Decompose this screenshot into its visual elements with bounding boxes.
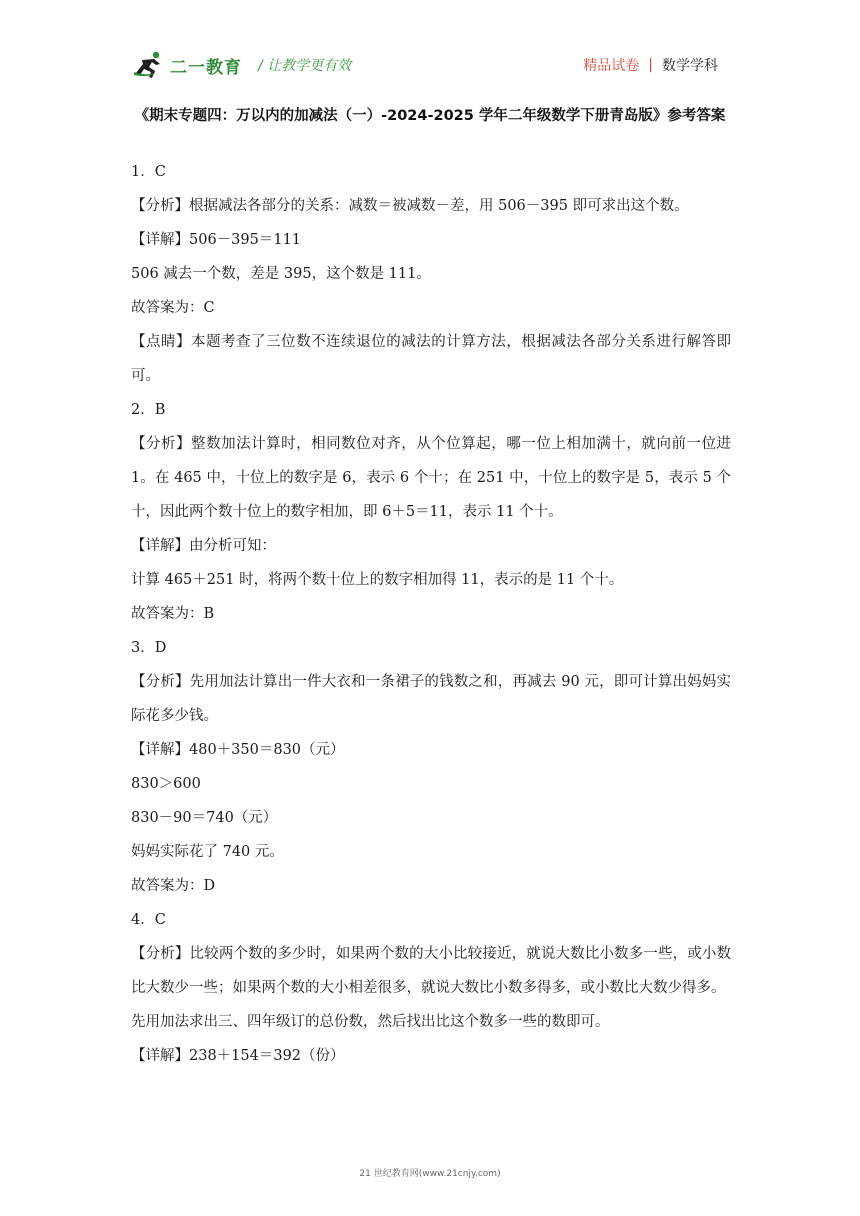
answer-line: 故答案为：C: [131, 300, 215, 316]
logo-text: 二一教育: [170, 57, 242, 78]
answer-line: 3．D: [131, 640, 167, 656]
answer-line: 【详解】238＋154＝392（份）: [131, 1048, 345, 1064]
answer-line: 【分析】整数加法计算时，相同数位对齐，从个位算起，哪一位上相加满十，就向前一位进 1。在 465 中，十位上的数字是 6，表示 6 个十；在 251 中，十位上的数字是 5，表示 5 个十，因此两个数十位上的数字相加，即 6＋5＝11，表示 11 个十。: [131, 436, 731, 520]
answer-line: 【详解】由分析可知：: [131, 538, 276, 554]
page-footer: 21 世纪教育网(www.21cnjy.com): [359, 1169, 501, 1179]
answer-line: 妈妈实际花了 740 元。: [131, 844, 284, 860]
answer-line: 计算 465＋251 时，将两个数十位上的数字相加得 11，表示的是 11 个十。: [131, 572, 624, 588]
brand-logo[interactable]: [134, 48, 242, 82]
premium-paper-tag: 精品试卷: [583, 58, 640, 74]
slogan: / 让教学更有效: [258, 58, 352, 74]
answer-line: 故答案为：B: [131, 606, 215, 622]
document-title: 《期末专题四：万以内的加减法（一）-2024-2025 学年二年级数学下册青岛版》参考答案: [134, 108, 726, 124]
answer-line: 1．C: [131, 164, 166, 180]
answer-line: 506 减去一个数，差是 395，这个数是 111。: [131, 266, 431, 282]
answer-line: 2．B: [131, 402, 166, 418]
answer-line: 【详解】480＋350＝830（元）: [131, 742, 345, 758]
answer-line: 【分析】根据减法各部分的关系：减数＝被减数－差，用 506－395 即可求出这个数。: [131, 198, 689, 214]
subject-tags: [583, 55, 718, 75]
runner-logo-icon: [134, 50, 168, 80]
answer-line: 先用加法求出三、四年级订的总份数，然后找出比这个数多一些的数即可。: [131, 1014, 610, 1030]
answer-line: 【分析】比较两个数的多少时，如果两个数的大小比较接近，就说大数比小数多一些，或小数比大数少一些；如果两个数的大小相差很多，就说大数比小数多得多，或小数比大数少得多。: [131, 946, 731, 996]
answer-line: 【分析】先用加法计算出一件大衣和一条裙子的钱数之和，再减去 90 元，即可计算出妈妈实际花多少钱。: [131, 674, 731, 724]
page-header: [134, 48, 726, 82]
answer-line: 故答案为：D: [131, 878, 216, 894]
subject-tag: 数学学科: [662, 58, 718, 74]
answer-line: 【详解】506－395＝111: [131, 232, 302, 248]
tag-divider: |: [648, 57, 653, 73]
answer-line: 830＞600: [131, 776, 201, 792]
answer-content: [131, 155, 731, 1073]
answer-line: 830－90＝740（元）: [131, 810, 278, 826]
answer-line: 4．C: [131, 912, 166, 928]
answer-line: 【点睛】本题考查了三位数不连续退位的减法的计算方法，根据减法各部分关系进行解答即可。: [131, 334, 731, 384]
